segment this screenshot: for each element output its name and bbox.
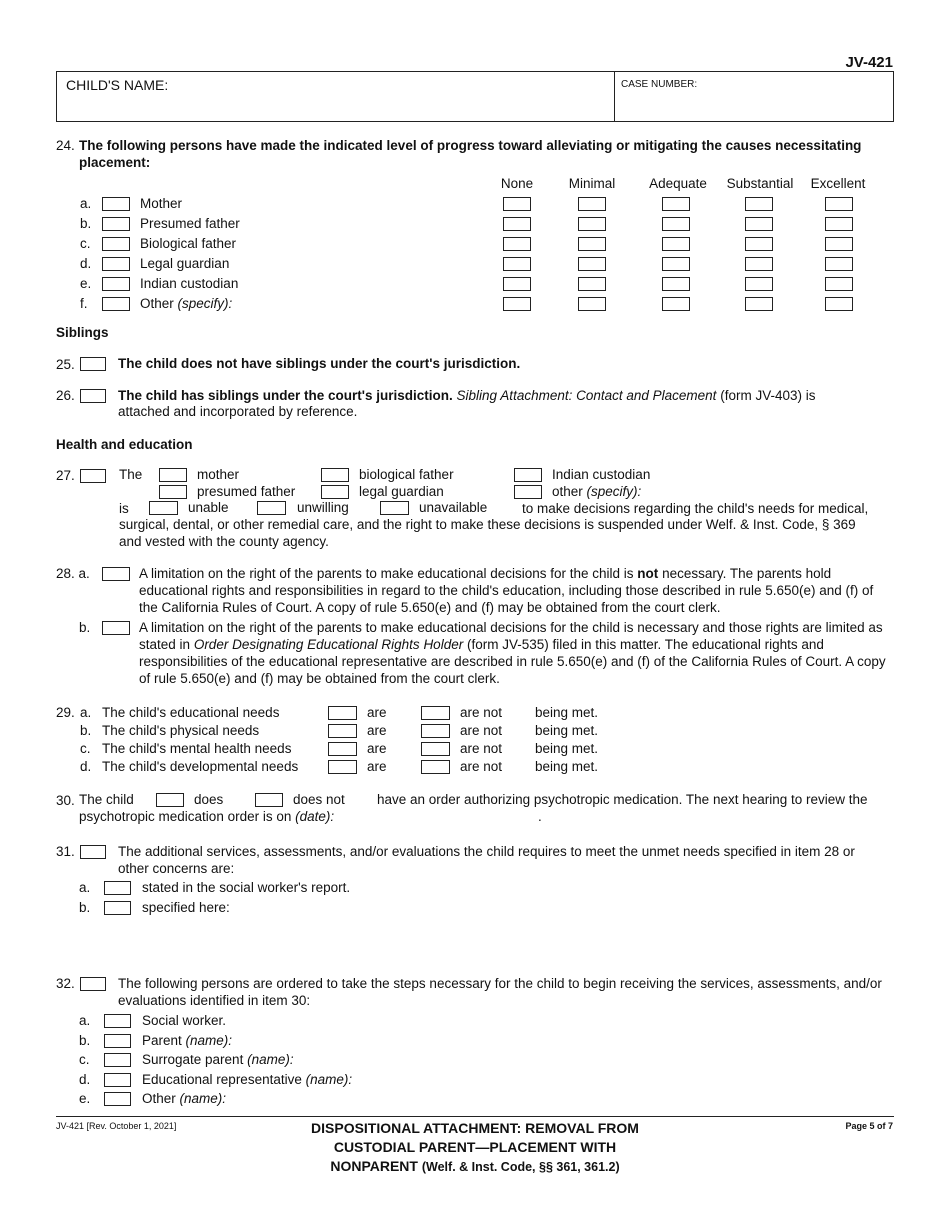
item29-being-met: being met. (535, 723, 599, 738)
other-note: (specify): (177, 296, 233, 311)
row-letter: a. (80, 196, 92, 211)
item29-are-not-checkbox[interactable] (421, 760, 450, 774)
item32-text: The following persons are ordered to take the steps necessary for the child to begin receiving the services, assessments, and/or evaluations identified in item 30: (118, 976, 882, 1008)
indian-custodian-excellent-checkbox[interactable] (825, 277, 853, 291)
mother-adequate-checkbox[interactable] (662, 197, 690, 211)
item32-parent-checkbox[interactable] (104, 1034, 131, 1048)
other-excellent-checkbox[interactable] (825, 297, 853, 311)
item25-checkbox[interactable] (80, 357, 106, 371)
column-header-substantial: Substantial (726, 176, 794, 191)
item25-text: The child does not have siblings under the court's jurisdiction. (118, 356, 521, 371)
presumed-father-checkbox[interactable] (102, 217, 130, 231)
item29-letter: a. (80, 705, 92, 720)
item31a-checkbox[interactable] (104, 881, 131, 895)
item31b-checkbox[interactable] (104, 901, 131, 915)
footer-title-line3 (0, 1157, 950, 1177)
item27-line2: surgical, dental, or other remedial care, and the right to make these decisions is suspended under Welf. & Inst. Code, § 369 (119, 517, 856, 532)
item32-person-text: Other (142, 1091, 176, 1106)
item31b-letter: b. (79, 900, 91, 915)
item32-person-label (142, 1033, 232, 1048)
item32-person-label (142, 1072, 352, 1087)
biological-father-none-checkbox[interactable] (503, 237, 531, 251)
item29-are-label: are (367, 759, 387, 774)
item32-letter: a. (79, 1013, 91, 1028)
unavailable-checkbox[interactable] (380, 501, 409, 515)
item28a-checkbox[interactable] (102, 567, 130, 581)
childs-name-label: CHILD'S NAME: (66, 77, 169, 93)
item32-other-checkbox[interactable] (104, 1092, 131, 1106)
other-checkbox[interactable] (514, 485, 542, 499)
indian-custodian-none-checkbox[interactable] (503, 277, 531, 291)
item29-are-not-label: are not (460, 705, 503, 720)
item27-checkbox[interactable] (80, 469, 106, 483)
biological-father-substantial-checkbox[interactable] (745, 237, 773, 251)
unwilling-checkbox[interactable] (257, 501, 286, 515)
item30-line2 (79, 809, 334, 824)
item29-letter: c. (80, 741, 91, 756)
does-label: does (194, 792, 224, 807)
item28b-letter: b. (79, 620, 91, 635)
item28-number: 28. a. (56, 566, 90, 581)
row-letter: f. (80, 296, 88, 311)
item30-the-child: The child (79, 792, 134, 807)
item29-are-checkbox[interactable] (328, 724, 357, 738)
mother-none-checkbox[interactable] (503, 197, 531, 211)
footer-title-line2: CUSTODIAL PARENT—PLACEMENT WITH (333, 1139, 617, 1155)
indian-custodian-label-text: Indian custodian (140, 276, 239, 291)
biological-father-label (140, 236, 236, 251)
unable-label: unable (188, 500, 229, 515)
presumed-father-minimal-checkbox[interactable] (578, 217, 606, 231)
item29-being-met: being met. (535, 759, 599, 774)
other-minimal-checkbox[interactable] (578, 297, 606, 311)
indian-custodian-label: Indian custodian (552, 467, 651, 482)
legal-guardian-label (140, 256, 229, 271)
item26-rest: (form JV-403) is (720, 388, 816, 403)
mother-excellent-checkbox[interactable] (825, 197, 853, 211)
item29-are-not-checkbox[interactable] (421, 742, 450, 756)
item26-line1 (118, 388, 815, 403)
item28b-pre: A limitation on the right of the parents to make educational decisions for the child is necessary and those rights are limited as stated in (139, 620, 883, 652)
legal-guardian-label: legal guardian (359, 484, 444, 499)
biological-father-checkbox[interactable] (321, 468, 349, 482)
footer-revision: JV-421 [Rev. October 1, 2021] (56, 1121, 177, 1131)
item29-letter: b. (80, 723, 92, 738)
row-letter: b. (80, 216, 92, 231)
item27-is: is (119, 501, 129, 516)
mother-label: mother (197, 467, 240, 482)
item29-number: 29. (56, 705, 75, 720)
item27-number: 27. (56, 468, 75, 483)
row-letter: d. (80, 256, 92, 271)
item27-the: The (119, 467, 143, 482)
unwilling-label: unwilling (297, 500, 349, 515)
item28b-text (139, 619, 894, 687)
column-header-minimal: Minimal (568, 176, 616, 191)
mother-label-text: Mother (140, 196, 183, 211)
item29-are-not-checkbox[interactable] (421, 706, 450, 720)
item29-are-label: are (367, 705, 387, 720)
footer-rule (56, 1116, 894, 1117)
item32-person-label (142, 1013, 226, 1028)
item31a-text: stated in the social worker's report. (142, 880, 351, 895)
siblings-heading: Siblings (56, 325, 109, 340)
mother-checkbox[interactable] (159, 468, 187, 482)
case-number-label: CASE NUMBER: (621, 79, 698, 90)
item26-number: 26. (56, 388, 75, 403)
other-label (140, 296, 232, 311)
item29-are-checkbox[interactable] (328, 760, 357, 774)
item26-form-title: Sibling Attachment: Contact and Placement (456, 388, 717, 403)
item30-number: 30. (56, 793, 75, 808)
item32-name-note: (name): (247, 1052, 294, 1067)
other-checkbox[interactable] (102, 297, 130, 311)
item29-are-label: are (367, 723, 387, 738)
legal-guardian-substantial-checkbox[interactable] (745, 257, 773, 271)
legal-guardian-minimal-checkbox[interactable] (578, 257, 606, 271)
item29-need-label: The child's mental health needs (102, 741, 292, 756)
footer-title (0, 1119, 950, 1177)
item26-line2: attached and incorporated by reference. (118, 404, 358, 419)
legal-guardian-adequate-checkbox[interactable] (662, 257, 690, 271)
presumed-father-excellent-checkbox[interactable] (825, 217, 853, 231)
item32-letter: b. (79, 1032, 91, 1048)
other-text: other (552, 484, 583, 499)
health-heading: Health and education (56, 437, 193, 452)
item24-number: 24. (56, 138, 75, 153)
item32-name-note: (name): (305, 1071, 353, 1087)
item32-checkbox[interactable] (80, 977, 106, 991)
item28a-not: not (637, 566, 659, 581)
other-substantial-checkbox[interactable] (745, 297, 773, 311)
row-letter: e. (80, 276, 92, 291)
does-checkbox[interactable] (156, 793, 184, 807)
item30-date-note: (date): (295, 809, 335, 824)
presumed-father-adequate-checkbox[interactable] (662, 217, 690, 231)
biological-father-label: biological father (359, 467, 454, 482)
item32-number: 32. (56, 976, 75, 991)
item31b-text: specified here: (142, 900, 230, 915)
row-letter: c. (80, 236, 91, 251)
legal-guardian-checkbox[interactable] (321, 485, 349, 499)
item31-number: 31. (56, 844, 75, 859)
indian-custodian-checkbox[interactable] (514, 468, 542, 482)
does-not-checkbox[interactable] (255, 793, 283, 807)
item26-bold: The child has siblings under the court's jurisdiction. (118, 388, 453, 403)
item29-are-label: are (367, 741, 387, 756)
column-header-adequate: Adequate (649, 176, 707, 191)
item29-letter: d. (80, 759, 92, 774)
item30-period: . (538, 809, 542, 824)
other-label-text: Other (140, 296, 174, 311)
item32-person-text: Parent (142, 1032, 182, 1048)
item28b-post: (form JV-535) filed in this matter. The educational rights and responsibilities of the educational representative are described in rule 5.650(e) and (f) of the California Rules of Court. A copy of rule 5.650(e) and (f) may be obtained from the court clerk. (139, 637, 886, 686)
item26-checkbox[interactable] (80, 389, 106, 403)
item29-being-met: being met. (535, 741, 599, 756)
biological-father-minimal-checkbox[interactable] (578, 237, 606, 251)
item28a-post: necessary. The parents hold educational rights and responsibilities in regard to the child's education, including those described in rule 5.650(e) and (f) of the California Rules of Court. A copy of rule 5.650(e) and (f) may be obtained from the court clerk. (139, 566, 874, 615)
item27-tail: to make decisions regarding the child's needs for medical, (522, 501, 869, 516)
indian-custodian-checkbox[interactable] (102, 277, 130, 291)
column-header-excellent: Excellent (810, 176, 866, 191)
presumed-father-none-checkbox[interactable] (503, 217, 531, 231)
does-not-label: does not (293, 792, 345, 807)
indian-custodian-minimal-checkbox[interactable] (578, 277, 606, 291)
item27-line3: and vested with the county agency. (119, 534, 329, 549)
biological-father-excellent-checkbox[interactable] (825, 237, 853, 251)
presumed-father-substantial-checkbox[interactable] (745, 217, 773, 231)
footer-title-line3a: NONPARENT (330, 1158, 418, 1174)
item32-person-text: Surrogate parent (142, 1052, 244, 1067)
mother-checkbox[interactable] (102, 197, 130, 211)
biological-father-adequate-checkbox[interactable] (662, 237, 690, 251)
indian-custodian-adequate-checkbox[interactable] (662, 277, 690, 291)
item29-being-met: being met. (535, 705, 599, 720)
legal-guardian-checkbox[interactable] (102, 257, 130, 271)
item24-text: The following persons have made the indicated level of progress toward alleviating or mitigating the causes necessitating placement: (79, 138, 862, 170)
item32-person-label (142, 1052, 294, 1067)
indian-custodian-label (140, 276, 238, 291)
other-adequate-checkbox[interactable] (662, 297, 690, 311)
presumed-father-label: presumed father (197, 484, 296, 499)
item32-social-worker-checkbox[interactable] (104, 1014, 131, 1028)
item29-are-not-checkbox[interactable] (421, 724, 450, 738)
item29-are-not-label: are not (460, 759, 503, 774)
caption-divider (614, 71, 615, 122)
item29-need-label: The child's educational needs (102, 705, 280, 720)
other-label (552, 484, 641, 499)
other-none-checkbox[interactable] (503, 297, 531, 311)
item31a-letter: a. (79, 880, 91, 895)
item25-number: 25. (56, 357, 75, 372)
item30-line2-text: psychotropic medication order is on (79, 809, 292, 824)
item30-rest: have an order authorizing psychotropic medication. The next hearing to review the (377, 792, 868, 807)
item28b-checkbox[interactable] (102, 621, 130, 635)
item32-letter: c. (79, 1052, 90, 1067)
item29-are-not-label: are not (460, 741, 503, 756)
item32-letter: e. (79, 1091, 91, 1106)
column-header-none: None (500, 176, 534, 191)
item32-person-text: Social worker. (142, 1013, 227, 1028)
item29-are-not-label: are not (460, 723, 503, 738)
item32-educational-representative-checkbox[interactable] (104, 1073, 131, 1087)
indian-custodian-substantial-checkbox[interactable] (745, 277, 773, 291)
mother-minimal-checkbox[interactable] (578, 197, 606, 211)
item32-letter: d. (79, 1071, 91, 1087)
item32-person-label (142, 1091, 226, 1106)
item28a-text (139, 565, 892, 616)
form-id: JV-421 (845, 54, 893, 71)
item31-text: The additional services, assessments, and/or evaluations the child requires to meet the unmet needs specified in item 28 or other concerns are: (118, 844, 855, 876)
unable-checkbox[interactable] (149, 501, 178, 515)
presumed-father-label-text: Presumed father (140, 216, 240, 231)
item32-name-note: (name): (179, 1091, 227, 1106)
other-specify-note: (specify): (586, 484, 642, 499)
item29-need-label: The child's physical needs (102, 723, 260, 738)
legal-guardian-excellent-checkbox[interactable] (825, 257, 853, 271)
item29-need-label: The child's developmental needs (102, 759, 299, 774)
footer-title-line1: DISPOSITIONAL ATTACHMENT: REMOVAL FROM (311, 1120, 639, 1136)
item32-name-note: (name): (185, 1032, 233, 1048)
mother-substantial-checkbox[interactable] (745, 197, 773, 211)
biological-father-checkbox[interactable] (102, 237, 130, 251)
unavailable-label: unavailable (419, 500, 488, 515)
footer-title-line3b: (Welf. & Inst. Code, §§ 361, 361.2) (421, 1160, 620, 1174)
item32-person-text: Educational representative (142, 1071, 302, 1087)
item28a-pre: A limitation on the right of the parents to make educational decisions for the child is (139, 566, 634, 581)
item29-are-checkbox[interactable] (328, 706, 357, 720)
legal-guardian-label-text: Legal guardian (140, 256, 230, 271)
mother-label (140, 196, 182, 211)
biological-father-label-text: Biological father (140, 236, 237, 251)
legal-guardian-none-checkbox[interactable] (503, 257, 531, 271)
presumed-father-checkbox[interactable] (159, 485, 187, 499)
footer-page: Page 5 of 7 (845, 1121, 893, 1131)
caption-box (56, 71, 894, 122)
item29-are-checkbox[interactable] (328, 742, 357, 756)
item31-checkbox[interactable] (80, 845, 106, 859)
item28b-form-title: Order Designating Educational Rights Holder (193, 637, 464, 652)
item32-surrogate-parent-checkbox[interactable] (104, 1053, 131, 1067)
presumed-father-label (140, 216, 240, 231)
